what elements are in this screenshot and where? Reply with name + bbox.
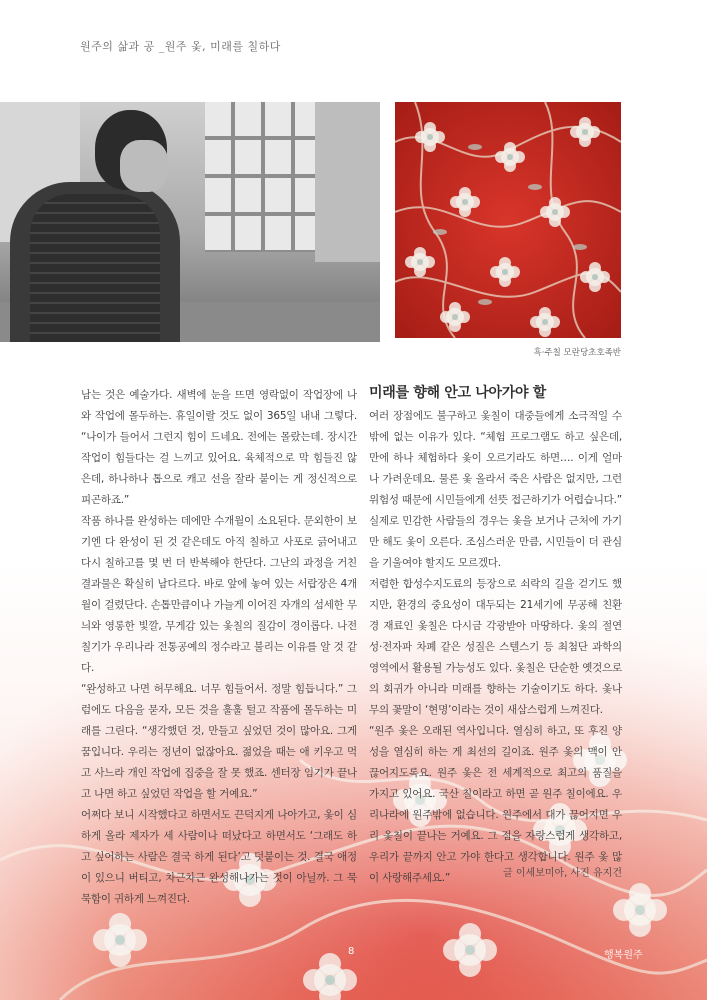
paragraph: 여러 장점에도 불구하고 옻칠이 대중들에게 소극적일 수밖에 없는 이유가 있다. “체험 프로그램도 하고 싶은데, 만에 하나 체험하다 옻이 오르기라도 하면…. 이게 얼마나 가려운데요. 물론 옻 올라서 죽은 사람은 없지만, 그런 위험성 때문에 시민들에게 선뜻 접근하기가 어렵습니다.” 실제로 민감한 사람들의 경우는 옻을 보거나 근처에 가기만 해도 옻이 오른다. 조심스러운 만큼, 시민들이 더 관심을 기울여야 할지도 모르겠다. (369, 410, 622, 569)
magazine-name: 행복원주 (604, 950, 643, 961)
paragraph: “원주 옻은 오래된 역사입니다. 열심히 하고, 또 후진 양성을 열심히 하는 게 최선의 길이죠. 원주 옻의 맥이 안 끊어지도록요. 원주 옻은 전 세계적으로 최고의 품질을 가지고 있어요. 국산 칠이라고 하면 곧 원주 칠이에요. 우리나라에 원주밖에 없습니다. 원주에서 대가 끊어지면 우리 옻칠이 끝나는 거예요. 그 점을 자랑스럽게 생각하고, 우리가 끝까지 안고 가야 한다고 생각합니다. 원주 옻 많이 사랑해주세요.” (369, 725, 622, 884)
artisan-photo (0, 102, 380, 342)
paragraph: 남는 것은 예술가다. 새벽에 눈을 뜨면 영락없이 작업장에 나와 작업에 몰두하는. 휴일이랄 것도 없이 365일 내내 그렇다. “나이가 들어서 그런지 힘이 드네요. 전에는 몰랐는데. 장시간 작업이 힘들다는 걸 느끼고 있어요. 육체적으로 막 힘들진 않은데, 하나하나 톱으로 캐고 선을 잘라 붙이는 게 정신적으로 피곤하죠.” (81, 389, 357, 506)
lacquer-table-photo (395, 102, 621, 338)
article-left-column (81, 385, 357, 910)
paragraph: 어쩌다 보니 시작했다고 하면서도 끈덕지게 나아가고, 옻이 심하게 올라 제자가 세 사람이나 떠났다고 하면서도 ‘그래도 하고 싶어하는 사람은 결국 하게 된다’고 덧붙이는 것. 결국 애정이 있으니 버티고, 차근차근 완성해나가는 것이 아닐까. 그 묵묵함이 귀하게 느껴진다. (81, 809, 357, 905)
paragraph: 작품 하나를 완성하는 데에만 수개월이 소요된다. 문외한이 보기엔 다 완성이 된 것 같은데도 아직 칠하고 사포로 긁어내고 다시 칠하고를 몇 번 더 반복해야 한단다. 그난의 과정을 거친 결과물은 확실히 남다르다. 바로 앞에 놓여 있는 서랍장은 4개월이 걸렸단다. 손톱만큼이나 가늘게 이어진 자개의 섬세한 무늬와 영롱한 빛깔, 무게감 있는 옻칠의 질감이 경이롭다. 나전칠기가 우리나라 전통공예의 정수라고 불리는 이유를 알 것 같다. (81, 515, 357, 674)
article-right-column (369, 406, 622, 889)
photo-caption: 흑·주칠 모란당초호족반 (533, 348, 621, 358)
page-number: 8 (348, 946, 355, 957)
running-title: 원주의 삶과 공 _원주 옻, 미래를 칠하다 (80, 40, 281, 53)
byline: 글 이세보미아, 사진 유지건 (503, 868, 622, 879)
paragraph: “완성하고 나면 허무해요. 너무 힘들어서. 정말 힘듭니다.” 그럼에도 다음을 묻자, 모든 것을 훌훌 털고 작품에 몰두하는 미래를 그린다. “생각했던 것, 만들고 싶었던 것이 많아요. 그게 꿈입니다. 우리는 정년이 없잖아요. 젊었을 때는 애 키우고 먹고 사느라 개인 작업에 집중을 잘 못 했죠. 센터장 임기가 끝나고 나면 하고 싶었던 작업을 할 거예요.” (81, 683, 357, 800)
paragraph: 저렴한 합성수지도료의 등장으로 쇠락의 길을 걷기도 했지만, 환경의 중요성이 대두되는 21세기에 무공해 친환경 재료인 옻칠은 다시금 각광받아 마땅하다. 옻의 절연성·전자파 차폐 같은 성질은 스텔스기 등 최첨단 과학의 영역에서 활용될 가능성도 있다. 옻칠은 단순한 옛것으로의 회귀가 아니라 미래를 향하는 기술이기도 하다. 옻나무의 꽃말이 ‘현명’이라는 것이 새삼스럽게 느껴진다. (369, 578, 622, 716)
section-subheading: 미래를 향해 안고 나아가야 할 (369, 385, 546, 401)
